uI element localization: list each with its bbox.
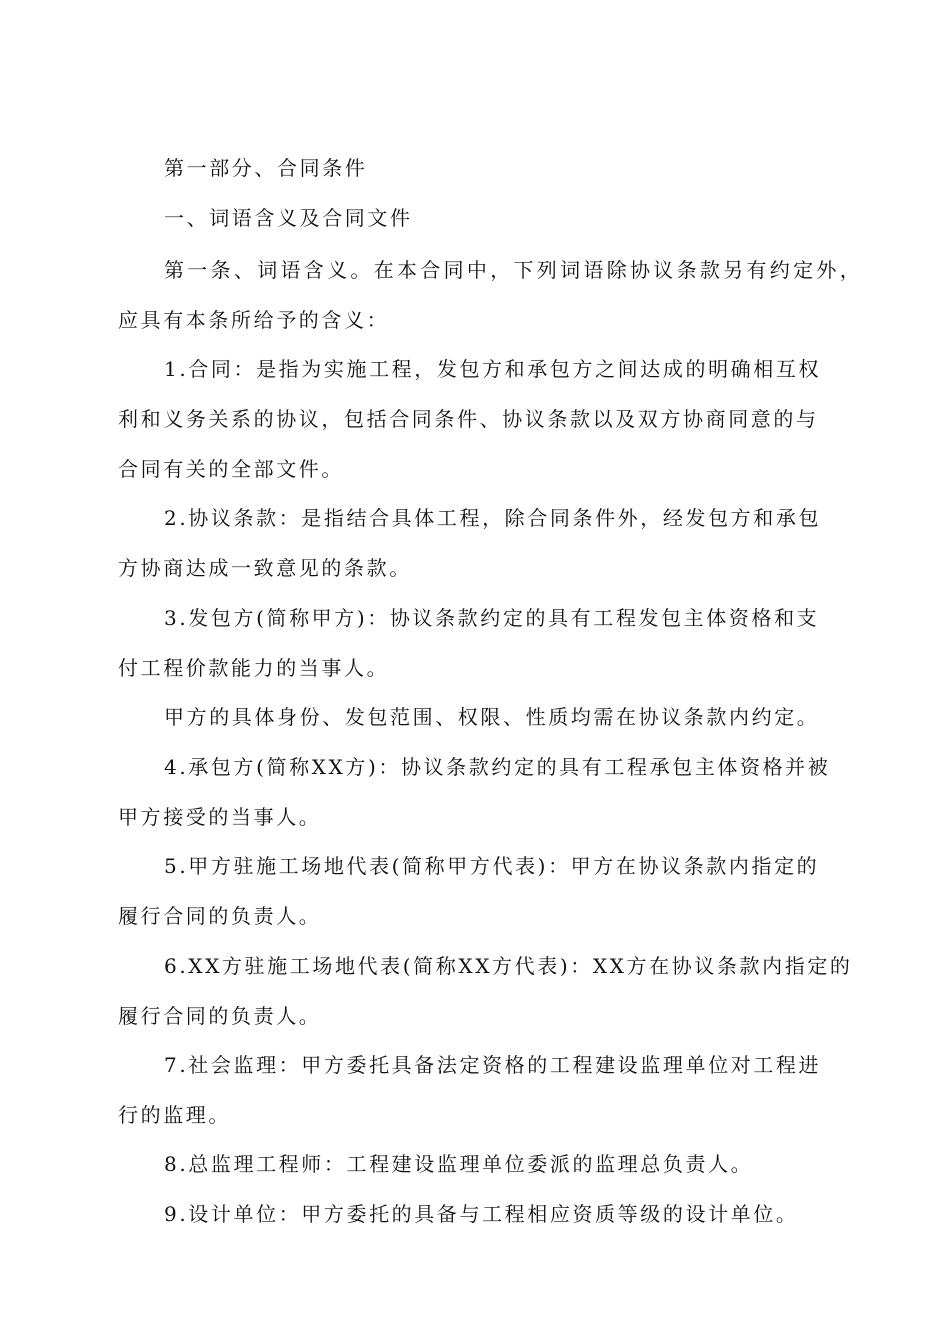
item-1-line-1: 1.合同：是指为实施工程，发包方和承包方之间达成的明确相互权: [164, 357, 822, 381]
part-heading: 第一部分、合同条件: [164, 156, 368, 180]
section-heading: 一、词语含义及合同文件: [164, 206, 413, 230]
item-1-line-3: 合同有关的全部文件。: [118, 457, 344, 481]
item-3-line-2: 付工程价款能力的当事人。: [118, 656, 390, 680]
item-5-line-1: 5.甲方驻施工场地代表(简称甲方代表)：甲方在协议条款内指定的: [164, 854, 820, 878]
item-2-line-1: 2.协议条款：是指结合具体工程，除合同条件外，经发包方和承包: [164, 506, 822, 530]
item-6-line-1: 6.XX方驻施工场地代表(简称XX方代表)：XX方在协议条款内指定的: [164, 954, 853, 978]
item-9-line-1: 9.设计单位：甲方委托的具备与工程相应资质等级的设计单位。: [164, 1202, 799, 1226]
item-3-note: 甲方的具体身份、发包范围、权限、性质均需在协议条款内约定。: [164, 705, 820, 729]
article-1-line-1: 第一条、词语含义。在本合同中，下列词语除协议条款另有约定外，: [164, 258, 863, 282]
item-4-line-2: 甲方接受的当事人。: [118, 805, 322, 829]
article-1-line-2: 应具有本条所给予的含义：: [118, 308, 390, 332]
item-3-line-1: 3.发包方(简称甲方)：协议条款约定的具有工程发包主体资格和支: [164, 606, 820, 630]
item-8-line-1: 8.总监理工程师：工程建设监理单位委派的监理总负责人。: [164, 1152, 754, 1176]
item-1-line-2: 利和义务关系的协议，包括合同条件、协议条款以及双方协商同意的与: [118, 407, 819, 431]
item-7-line-2: 行的监理。: [118, 1103, 231, 1127]
item-7-line-1: 7.社会监理：甲方委托具备法定资格的工程建设监理单位对工程进: [164, 1053, 822, 1077]
item-5-line-2: 履行合同的负责人。: [118, 904, 322, 928]
item-6-line-2: 履行合同的负责人。: [118, 1004, 322, 1028]
item-4-line-1: 4.承包方(简称XX方)：协议条款约定的具有工程承包主体资格并被: [164, 755, 831, 779]
item-2-line-2: 方协商达成一致意见的条款。: [118, 556, 412, 580]
